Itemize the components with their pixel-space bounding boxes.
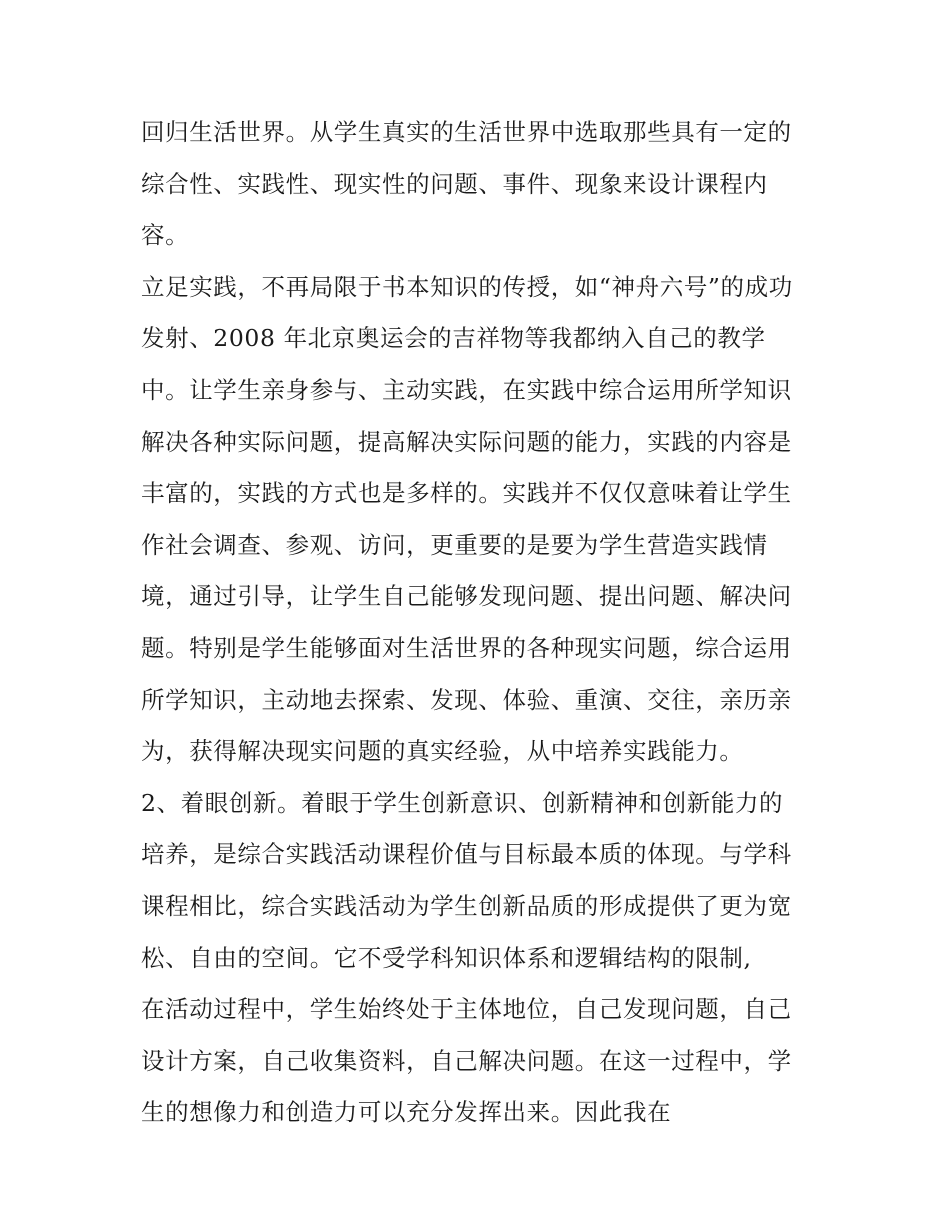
text-line: 境，通过引导，让学生自己能够发现问题、提出问题、解决问 [141, 582, 792, 611]
text-line: 作社会调查、参观、访问，更重要的是要为学生营造实践情 [141, 530, 768, 559]
text-line: 综合性、实践性、现实性的问题、事件、现象来设计课程内 [141, 169, 768, 198]
text-line: 丰富的，实践的方式也是多样的。实践并不仅仅意味着让学生 [141, 479, 792, 508]
text-line: 松、自由的空间。它不受学科知识体系和逻辑结构的限制, [141, 943, 752, 972]
text-line: 中。让学生亲身参与、主动实践，在实践中综合运用所学知识 [141, 375, 792, 404]
text-line: 在活动过程中，学生始终处于主体地位，自己发现问题，自己 [141, 995, 792, 1024]
body-text [141, 107, 821, 1139]
text-line: 所学知识，主动地去探索、发现、体验、重演、交往，亲历亲 [141, 685, 792, 714]
text-line: 培养，是综合实践活动课程价值与目标最本质的体现。与学科 [141, 840, 792, 869]
text-line: 为，获得解决现实问题的真实经验，从中培养实践能力。 [141, 737, 744, 766]
text-line: 课程相比，综合实践活动为学生创新品质的形成提供了更为宽 [141, 891, 792, 920]
text-line: 解决各种实际问题，提高解决实际问题的能力，实践的内容是 [141, 427, 792, 456]
text-line: 回归生活世界。从学生真实的生活世界中选取那些具有一定的 [141, 118, 792, 146]
text-line: 题。特别是学生能够面对生活世界的各种现实问题，综合运用 [141, 633, 792, 662]
text-line: 设计方案，自己收集资料，自己解决问题。在这一过程中，学 [141, 1046, 792, 1075]
text-line: 发射、2008 年北京奥运会的吉祥物等我都纳入自己的教学 [141, 324, 766, 353]
text-line: 2、着眼创新。着眼于学生创新意识、创新精神和创新能力的 [141, 788, 784, 817]
text-line: 立足实践，不再局限于书本知识的传授，如“神舟六号”的成功 [141, 272, 793, 301]
text-line: 生的想像力和创造力可以充分发挥出来。因此我在 [141, 1098, 672, 1127]
text-line: 容。 [141, 221, 190, 250]
